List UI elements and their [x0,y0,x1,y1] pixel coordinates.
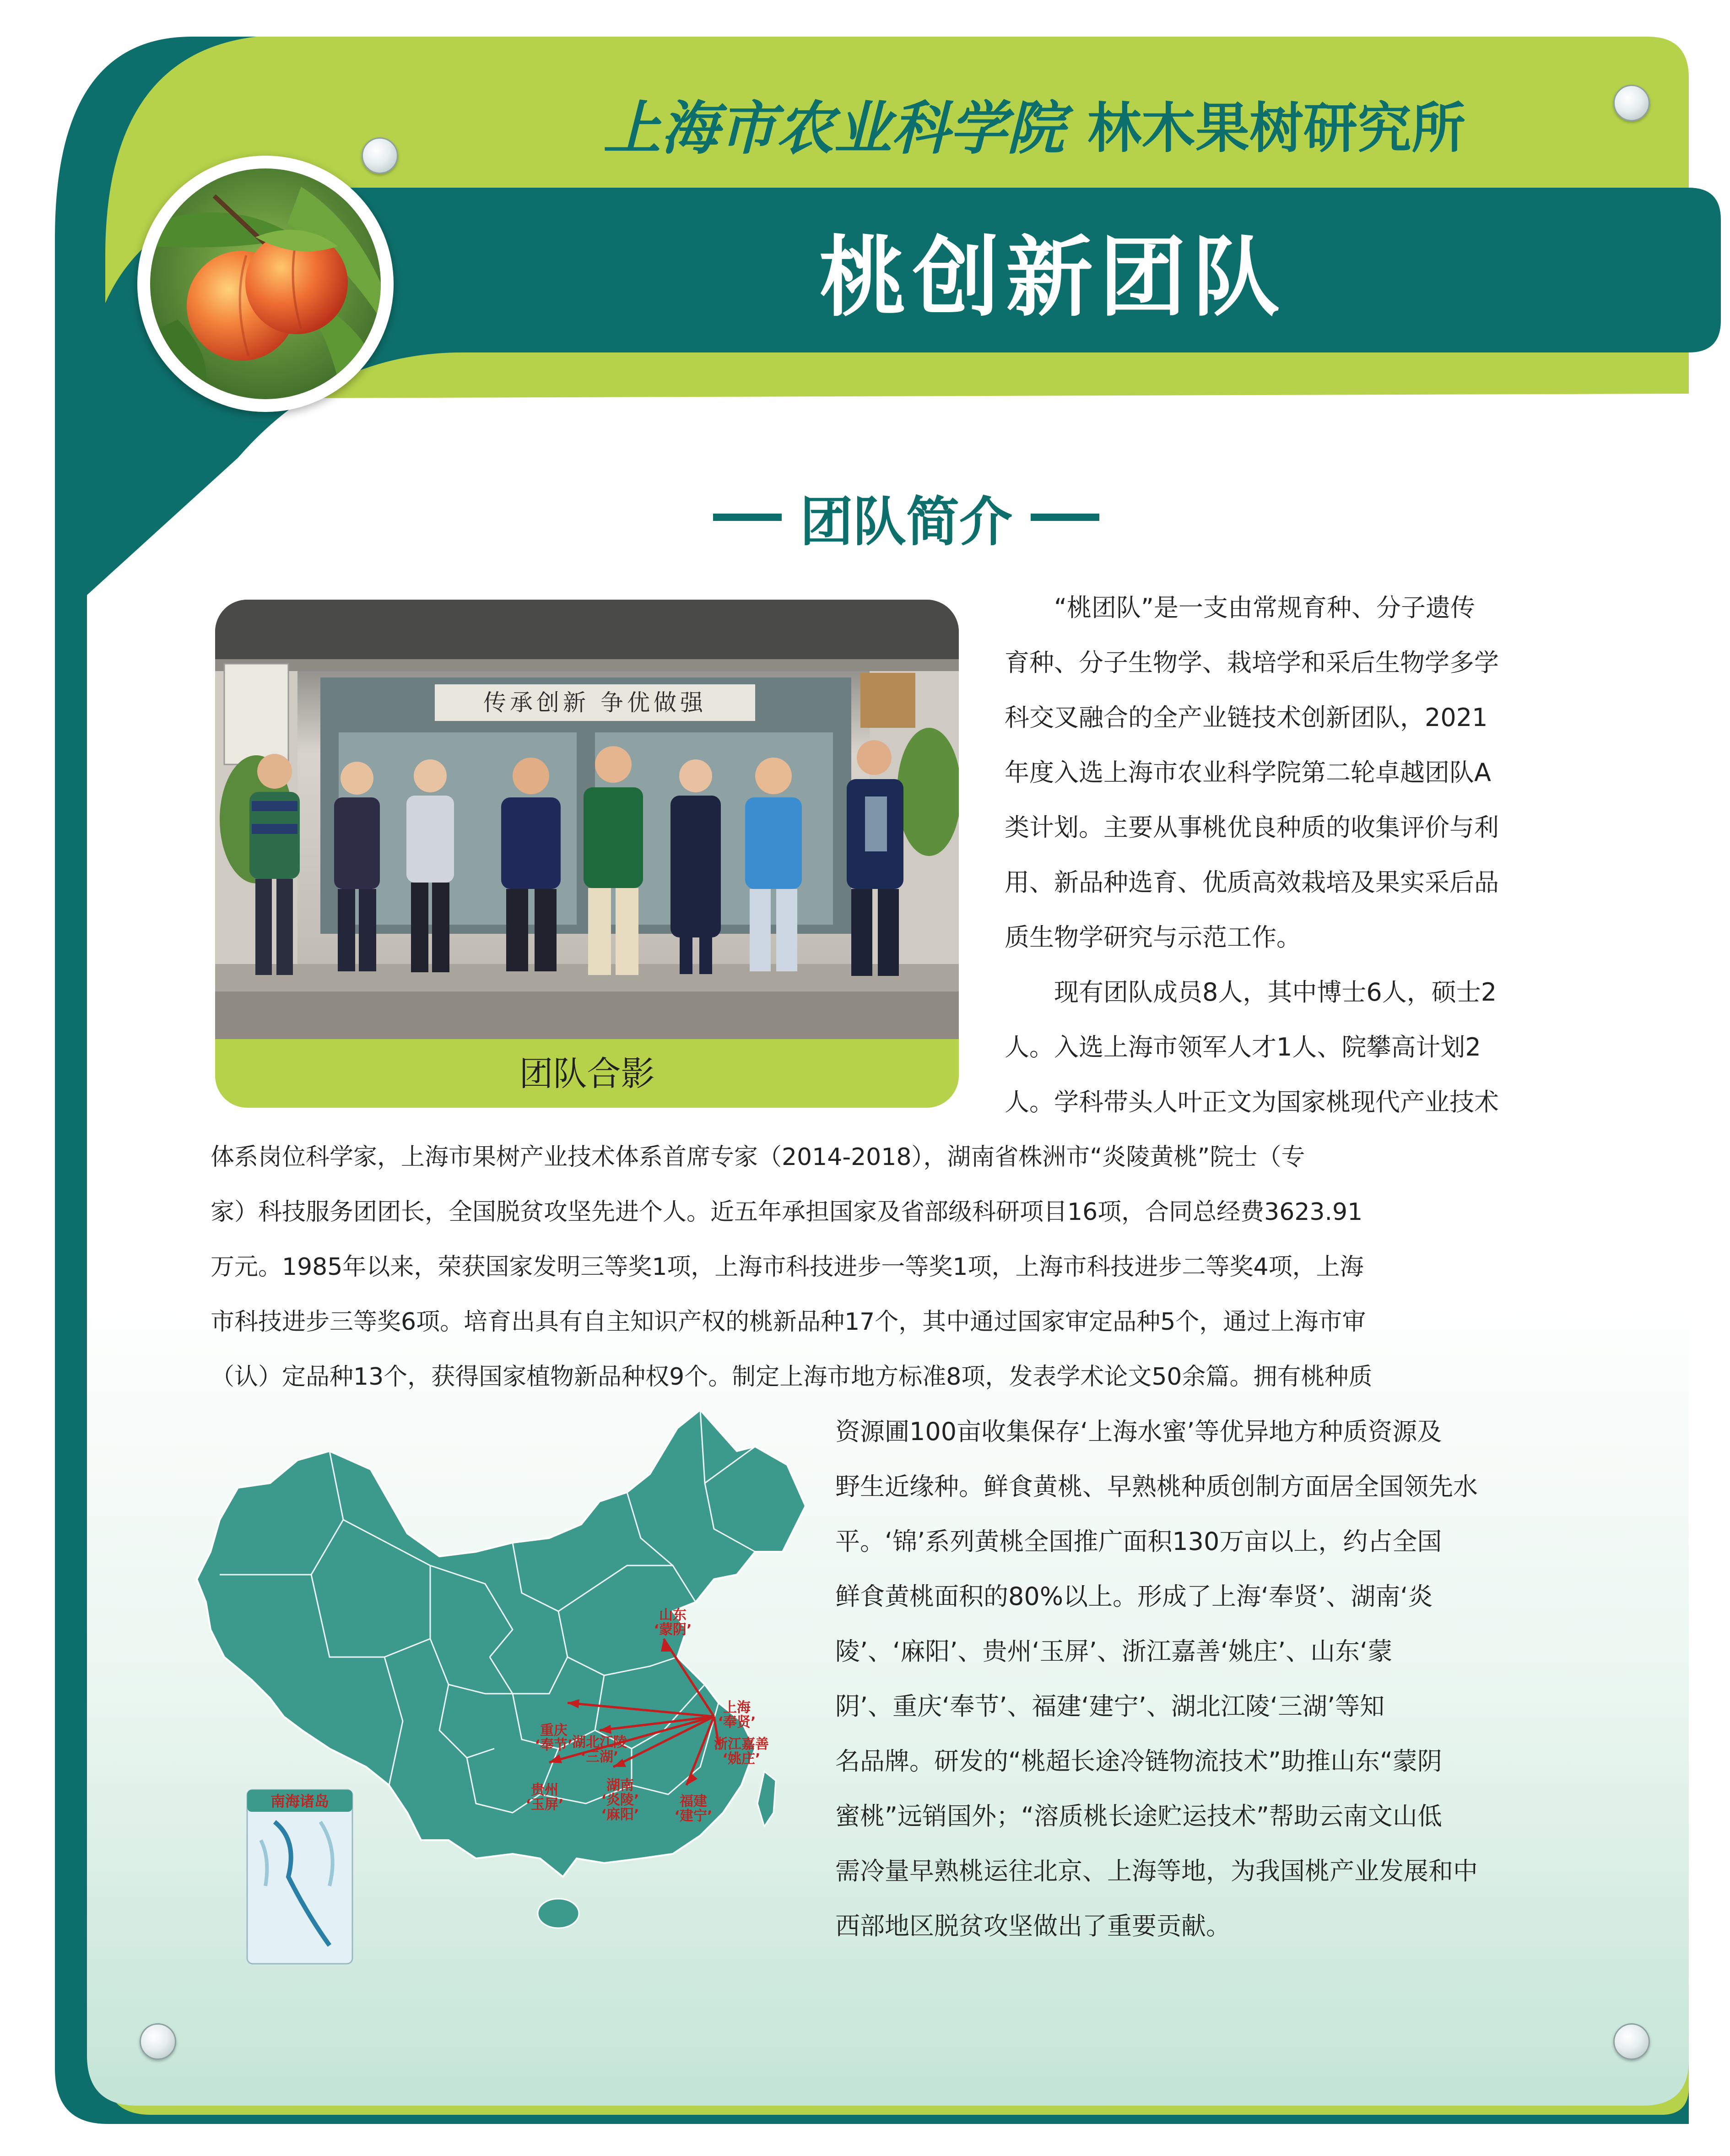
text-line: 蜜桃”远销国外；“溶质桃长途贮运技术”帮助云南文山低 [835,1802,1442,1831]
team-photo-card [215,600,959,1108]
label-shanghai: 上海‘奉贤’ [718,1700,756,1730]
text-line: 人。入选上海市领军人才1人、院攀高计划2 [1005,1033,1481,1062]
heading-dash-right [1031,514,1099,521]
rivet-bottom-right [1613,2023,1650,2060]
intro-paragraph-1 [1005,580,1556,965]
intro-paragraph-2-end [835,1404,1558,1954]
text-line: 需冷量早熟桃运往北京、上海等地，为我国桃产业发展和中 [835,1857,1478,1885]
label-shandong: 山东‘蒙阴’ [654,1607,692,1638]
text-line: 西部地区脱贫攻坚做出了重要贡献。 [835,1912,1231,1940]
china-map [192,1401,824,1979]
peach-photo [150,168,381,399]
photo-caption: 团队合影 [519,1054,655,1094]
text-line: 平。‘锦’系列黄桃全国推广面积130万亩以上，约占全国 [835,1527,1442,1556]
team-photo [215,600,959,1039]
heading-dash-left [713,514,782,521]
door-banner-text: 传承创新 争优做强 [483,689,707,716]
taiwan-island [757,1771,776,1826]
label-guizhou: 贵州‘玉屏’ [525,1782,564,1813]
text-line: “桃团队”是一支由常规育种、分子遗传 [1054,593,1475,622]
text-line: 鲜食黄桃面积的80%以上。形成了上海‘奉贤’、湖南‘炎 [835,1582,1433,1611]
institute-name: 上海市农业科学院 [603,94,1065,162]
text-line: 名品牌。研发的“桃超长途冷链物流技术”助推山东“蒙阴 [835,1747,1442,1776]
text-line: 市科技进步三等奖6项。培育出具有自主知识产权的桃新品种17个，其中通过国家审定品种5个，通过上海市审 [211,1308,1366,1336]
department-name: 林木果树研究所 [1087,97,1465,160]
label-zhejiang: 浙江嘉善‘姚庄’ [714,1736,769,1767]
text-line: 用、新品种选育、优质高效栽培及果实采后品 [1005,868,1499,897]
intro-paragraph-2-middle [211,1130,1558,1404]
team-title: 桃创新团队 [819,227,1286,328]
rivet-top-right [1613,85,1650,121]
text-line: 人。学科带头人叶正文为国家桃现代产业技术 [1005,1088,1499,1116]
label-hubei: 湖北江陵‘三湖’ [572,1734,627,1765]
text-line: 年度入选上海市农业科学院第二轮卓越团队A [1005,758,1491,787]
text-line: 类计划。主要从事桃优良种质的收集评价与利 [1005,813,1499,842]
section-heading-text: 团队简介 [800,491,1012,553]
text-line: 育种、分子生物学、栽培学和采后生物学多学 [1005,648,1499,677]
hainan-island [538,1899,579,1928]
text-line: 资源圃100亩收集保存‘上海水蜜’等优异地方种质资源及 [835,1417,1442,1446]
inset-title: 南海诸岛 [270,1793,330,1810]
section-heading [677,471,1135,563]
text-line: 阴’、重庆‘奉节’、福建‘建宁’、湖北江陵‘三湖’等知 [835,1692,1385,1721]
text-line: 现有团队成员8人，其中博士6人，硕士2 [1054,978,1497,1007]
text-line: 质生物学研究与示范工作。 [1005,923,1301,952]
institute-title [531,85,1538,163]
text-line: 科交叉融合的全产业链技术创新团队，2021 [1005,703,1488,732]
label-hunan: 湖南‘炎陵’ ‘麻阳’ [601,1777,639,1823]
text-line: 家）科技服务团团长，全国脱贫攻坚先进个人。近五年承担国家及省部级科研项目16项，合同总经费3623.91 [211,1198,1363,1226]
intro-paragraph-2-start [1005,965,1556,1130]
text-line: 野生近缘种。鲜食黄桃、早熟桃种质创制方面居全国领先水 [835,1472,1478,1501]
text-line: 陵’、‘麻阳’、贵州‘玉屏’、浙江嘉善‘姚庄’、山东‘蒙 [835,1637,1393,1666]
text-line: （认）定品种13个，获得国家植物新品种权9个。制定上海市地方标准8项，发表学术论文50余篇。拥有桃种质 [211,1363,1373,1391]
text-line: 体系岗位科学家，上海市果树产业技术体系首席专家（2014-2018），湖南省株洲市“炎陵黄桃”院士（专 [211,1143,1305,1171]
text-line: 万元。1985年以来，荣获国家发明三等奖1项，上海市科技进步一等奖1项，上海市科技进步二等奖4项，上海 [211,1253,1364,1281]
label-fujian: 福建‘建宁’ [674,1793,713,1824]
peach-photo-medallion [137,156,394,412]
rivet-bottom-left [140,2023,176,2060]
south-sea-inset [247,1790,352,1964]
label-chongqing: 重庆‘奉节’ [535,1723,573,1753]
